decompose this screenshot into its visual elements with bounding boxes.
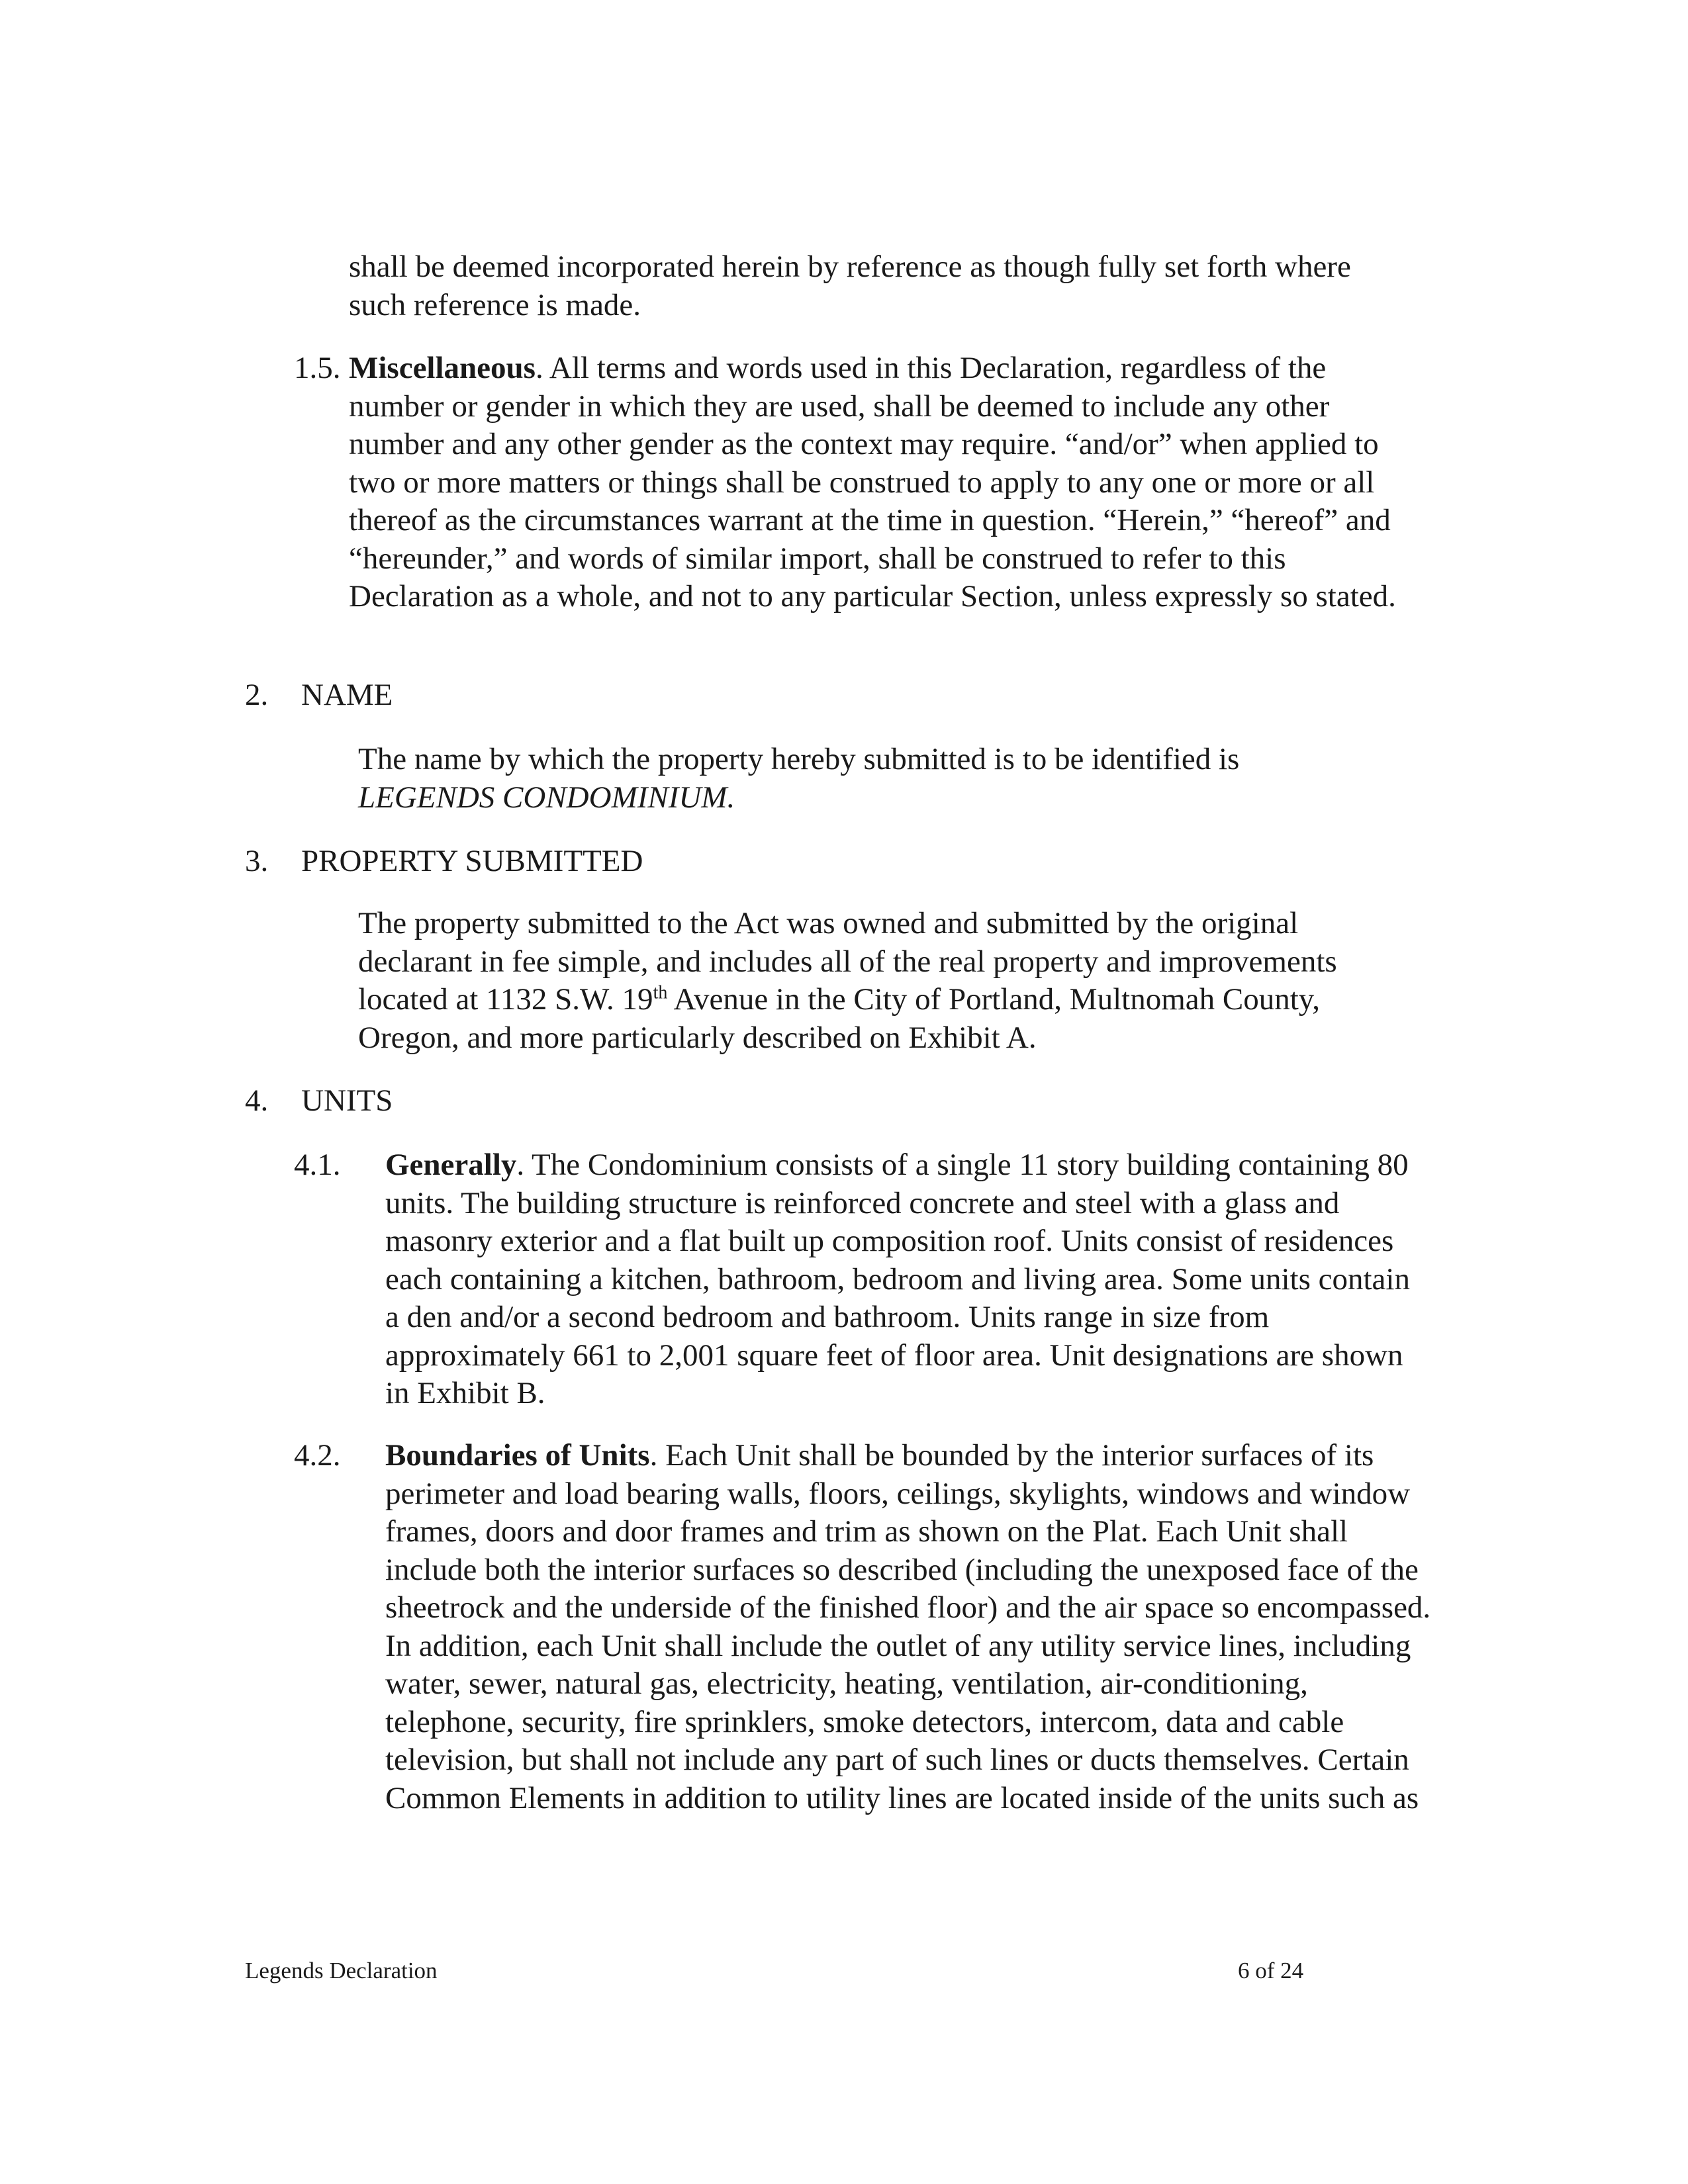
- section-number-4-1: 4.1.: [294, 1148, 341, 1182]
- section-4-2-title: Boundaries of Units: [385, 1438, 650, 1473]
- section-1-5-paragraph: [349, 349, 1421, 616]
- section-number-2: 2.: [245, 678, 269, 712]
- section-4-2-paragraph: [385, 1437, 1434, 1817]
- section-number-3: 3.: [245, 844, 269, 878]
- section-4-1-text: . The Condominium consists of a single 11 story building containing 80 units. The building structure is reinforced concrete and steel with a glass and masonry exterior and a flat built up composition roof. Units consist of residences each containing a kitchen, bathroom, bedroom and living area. Some units contain a den and/or a second bedroom and bathroom. Units range in size from approximately 661 to 2,001 square feet of floor area. Unit designations are shown in Exhibit B.: [385, 1148, 1410, 1410]
- section-3-heading: PROPERTY SUBMITTED: [301, 844, 643, 878]
- section-3-text-before: The property submitted to the Act was owned and submitted by the original declarant in fee simple, and includes all of the real property and improvements located at 1132 S.W. 19: [358, 906, 1337, 1017]
- section-number-4-2: 4.2.: [294, 1438, 341, 1473]
- section-number-4: 4.: [245, 1083, 269, 1118]
- section-1-5-text: . All terms and words used in this Declaration, regardless of the number or gender in which they are used, shall be deemed to include any other number and any other gender as the context may require. “and/or” when applied to two or more matters or things shall be construed to apply to any one or more or all thereof as the circumstances warrant at the time in question. “Herein,” “hereof” and “hereunder,” and words of similar import, shall be construed to refer to this Declaration as a whole, and not to any particular Section, unless expressly so stated.: [349, 351, 1396, 614]
- ordinal-superscript: th: [653, 982, 668, 1003]
- condominium-name: LEGENDS CONDOMINIUM.: [358, 780, 735, 815]
- section-3-text-after: Avenue in the City of Portland, Multnomah County, Oregon, and more particularly described on Exhibit A.: [358, 982, 1320, 1055]
- section-4-1-paragraph: [385, 1146, 1428, 1413]
- footer-document-title: Legends Declaration: [245, 1958, 438, 1983]
- section-4-1-title: Generally: [385, 1148, 517, 1182]
- section-1-5-title: Miscellaneous: [349, 351, 536, 385]
- section-2-heading: NAME: [301, 678, 393, 712]
- section-2-paragraph: [358, 741, 1417, 817]
- section-4-heading: UNITS: [301, 1083, 393, 1118]
- footer-page-number: 6 of 24: [1238, 1958, 1304, 1983]
- section-number-1-5: 1.5.: [294, 351, 341, 385]
- section-2-text: The name by which the property hereby submitted is to be identified is: [358, 742, 1240, 776]
- section-4-2-text: . Each Unit shall be bounded by the interior surfaces of its perimeter and load bearing walls, floors, ceilings, skylights, windows and window frames, doors and door frames and trim as shown on the Plat. Each Unit shall include both the interior surfaces so described (including the unexposed face of the sheetrock and the underside of the finished floor) and the air space so encompassed. In addition, each Unit shall include the outlet of any utility service lines, including water, sewer, natural gas, electricity, heating, ventilation, air-conditioning, telephone, security, fire sprinklers, smoke detectors, intercom, data and cable television, but shall not include any part of such lines or ducts themselves. Certain Common Elements in addition to utility lines are located inside of the units such as: [385, 1438, 1431, 1815]
- section-3-paragraph: [358, 905, 1417, 1057]
- continuation-paragraph: shall be deemed incorporated herein by reference as though fully set forth where such reference is made.: [349, 250, 1351, 322]
